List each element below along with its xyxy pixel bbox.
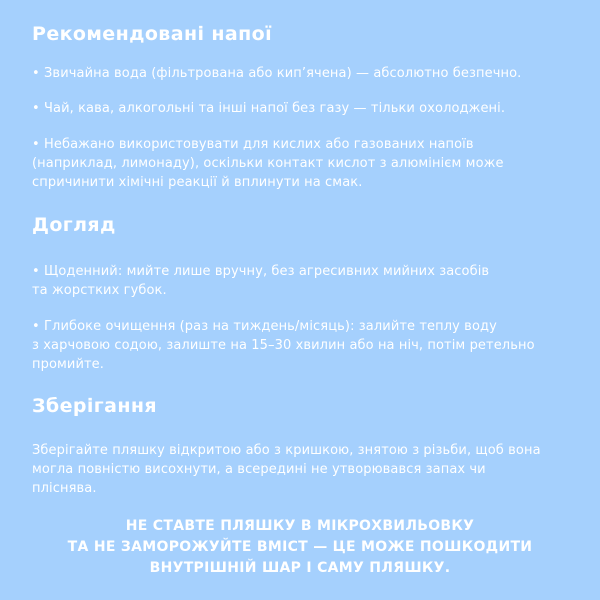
drinks-item-water <box>32 64 572 83</box>
warning-line: НЕ СТАВТЕ ПЛЯШКУ В МІКРОХВИЛЬОВКУ <box>125 518 475 534</box>
text-line: спричинити хімічні реакції й вплинути на смак. <box>32 175 363 190</box>
text-line: промийте. <box>32 357 105 372</box>
care-item-daily <box>32 262 572 300</box>
text-line: • Щоденний: мийте лише вручну, без агресивних мийних засобів <box>32 264 490 279</box>
microwave-freeze-warning <box>30 516 570 579</box>
text-line: • Небажано використовувати для кислих або газованих напоїв <box>32 137 474 152</box>
drinks-item-acidic-warning <box>32 135 572 192</box>
warning-line: ВНУТРІШНІЙ ШАР І САМУ ПЛЯШКУ. <box>149 560 451 576</box>
drinks-heading: Рекомендовані напої <box>32 23 273 45</box>
text-line: могла повністю висохнути, а всередині не утворювався запах чи <box>32 462 486 477</box>
text-line: з харчовою содою, залиште на 15–30 хвилин або на ніч, потім ретельно <box>32 338 535 353</box>
care-item-deep-clean <box>32 317 572 374</box>
warning-line: ТА НЕ ЗАМОРОЖУЙТЕ ВМІСТ — ЦЕ МОЖЕ ПОШКОДИТИ <box>67 539 533 555</box>
text-line: • Звичайна вода (фільтрована або кип’ячена) — абсолютно безпечно. <box>32 66 522 81</box>
storage-heading: Зберігання <box>32 395 157 417</box>
drinks-item-tea-coffee <box>32 99 572 118</box>
text-line: та жорстких губок. <box>32 283 167 298</box>
text-line: (наприклад, лимонаду), оскільки контакт кислот з алюмінієм може <box>32 156 504 171</box>
text-line: пліснява. <box>32 481 97 496</box>
text-line: • Глибоке очищення (раз на тиждень/місяць): залийте теплу воду <box>32 319 497 334</box>
storage-text <box>32 441 572 498</box>
care-heading: Догляд <box>32 214 116 236</box>
text-line: Зберігайте пляшку відкритою або з кришкою, знятою з різьби, щоб вона <box>32 443 541 458</box>
text-line: • Чай, кава, алкогольні та інші напої без газу — тільки охолоджені. <box>32 101 506 116</box>
